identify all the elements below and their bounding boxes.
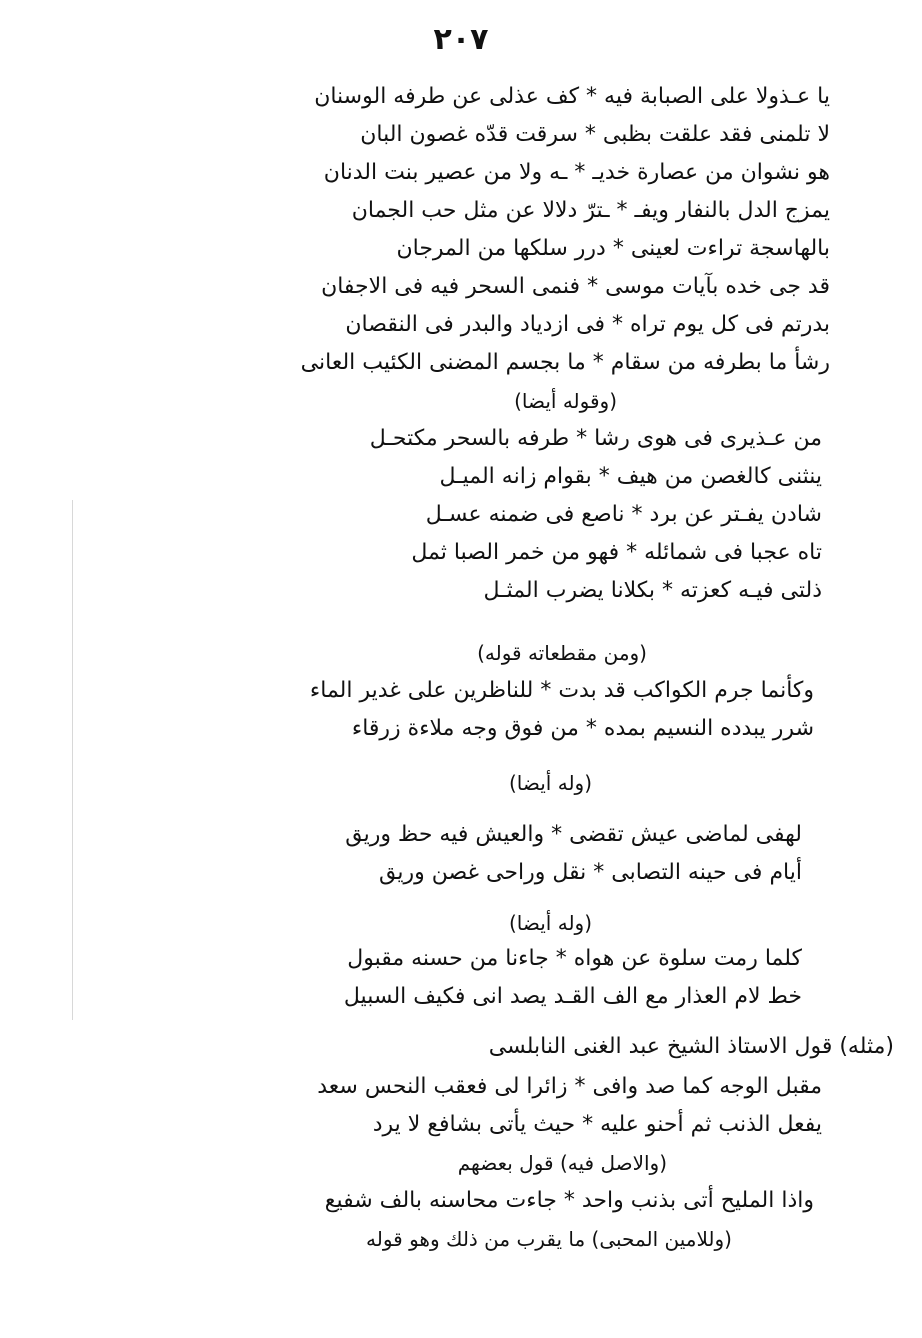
verse-line: خط لام العذار مع الف القـد يصد انى فكيف السبيل <box>343 984 802 1009</box>
verse-line: من عـذيرى فى هوى رشا * طرفه بالسحر مكتحـل <box>369 426 822 451</box>
verse-line: يفعل الذنب ثم أحنو عليه * حيث يأتى بشافع لا يرد <box>372 1112 822 1137</box>
verse-line: بدرتم فى كل يوم تراه * فى ازدياد والبدر فى النقصان <box>345 312 830 337</box>
margin-rule <box>72 500 73 1020</box>
attribution-line: (مثله) قول الاستاذ الشيخ عبد الغنى النابلسى <box>488 1034 894 1059</box>
section-heading: (وللامين المحبى) ما يقرب من ذلك وهو قوله <box>366 1227 732 1251</box>
verse-line: شادن يفـتر عن برد * ناصع فى ضمنه عسـل <box>425 502 822 527</box>
verse-line: يمزج الدل بالنفار ويفـ * ـترّ دلالا عن مثل حب الجمان <box>351 198 830 223</box>
verse-line: يا عـذولا على الصبابة فيه * كف عذلى عن طرفه الوسنان <box>314 84 830 109</box>
verse-line: واذا المليح أتى بذنب واحد * جاءت محاسنه بالف شفيع <box>324 1188 814 1213</box>
verse-line: لهفى لماضى عيش تقضى * والعيش فيه حظ وريق <box>345 822 802 847</box>
verse-line: بالهاسجة تراءت لعينى * درر سلكها من المرجان <box>396 236 830 261</box>
verse-line: أيام فى حينه التصابى * نقل وراحى غصن وريق <box>379 860 802 885</box>
verse-line: لا تلمنى فقد علقت بظبى * سرقت قدّه غصون البان <box>360 122 830 147</box>
section-heading: (ومن مقطعاته قوله) <box>477 641 647 665</box>
verse-line: قد جى خده بآيات موسى * فنمى السحر فيه فى الاجفان <box>321 274 830 299</box>
verse-line: ذلتى فيـه كعزته * بكلانا يضرب المثـل <box>483 578 822 603</box>
section-heading: (وقوله أيضا) <box>514 389 617 413</box>
verse-line: وكأنما جرم الكواكب قد بدت * للناظرين على غدير الماء <box>309 678 814 703</box>
verse-line: تاه عجبا فى شمائله * فهو من خمر الصبا ثمل <box>411 540 822 565</box>
section-heading: (وله أيضا) <box>509 771 592 795</box>
section-heading: (والاصل فيه) قول بعضهم <box>457 1151 667 1175</box>
page-number: ٢٠٧ <box>433 22 489 57</box>
verse-line: مقبل الوجه كما صد وافى * زائرا لى فعقب النحس سعد <box>317 1074 822 1099</box>
verse-line: رشأ ما بطرفه من سقام * ما بجسم المضنى الكئيب العانى <box>300 350 830 375</box>
section-heading: (وله أيضا) <box>509 911 592 935</box>
verse-line: هو نشوان من عصارة خديـ * ـه ولا من عصير بنت الدنان <box>323 160 830 185</box>
verse-line: كلما رمت سلوة عن هواه * جاءنا من حسنه مقبول <box>347 946 802 971</box>
verse-line: شرر يبدده النسيم بمده * من فوق وجه ملاءة زرقاء <box>351 716 814 741</box>
verse-line: ينثنى كالغصن من هيف * بقوام زانه الميـل <box>439 464 822 489</box>
